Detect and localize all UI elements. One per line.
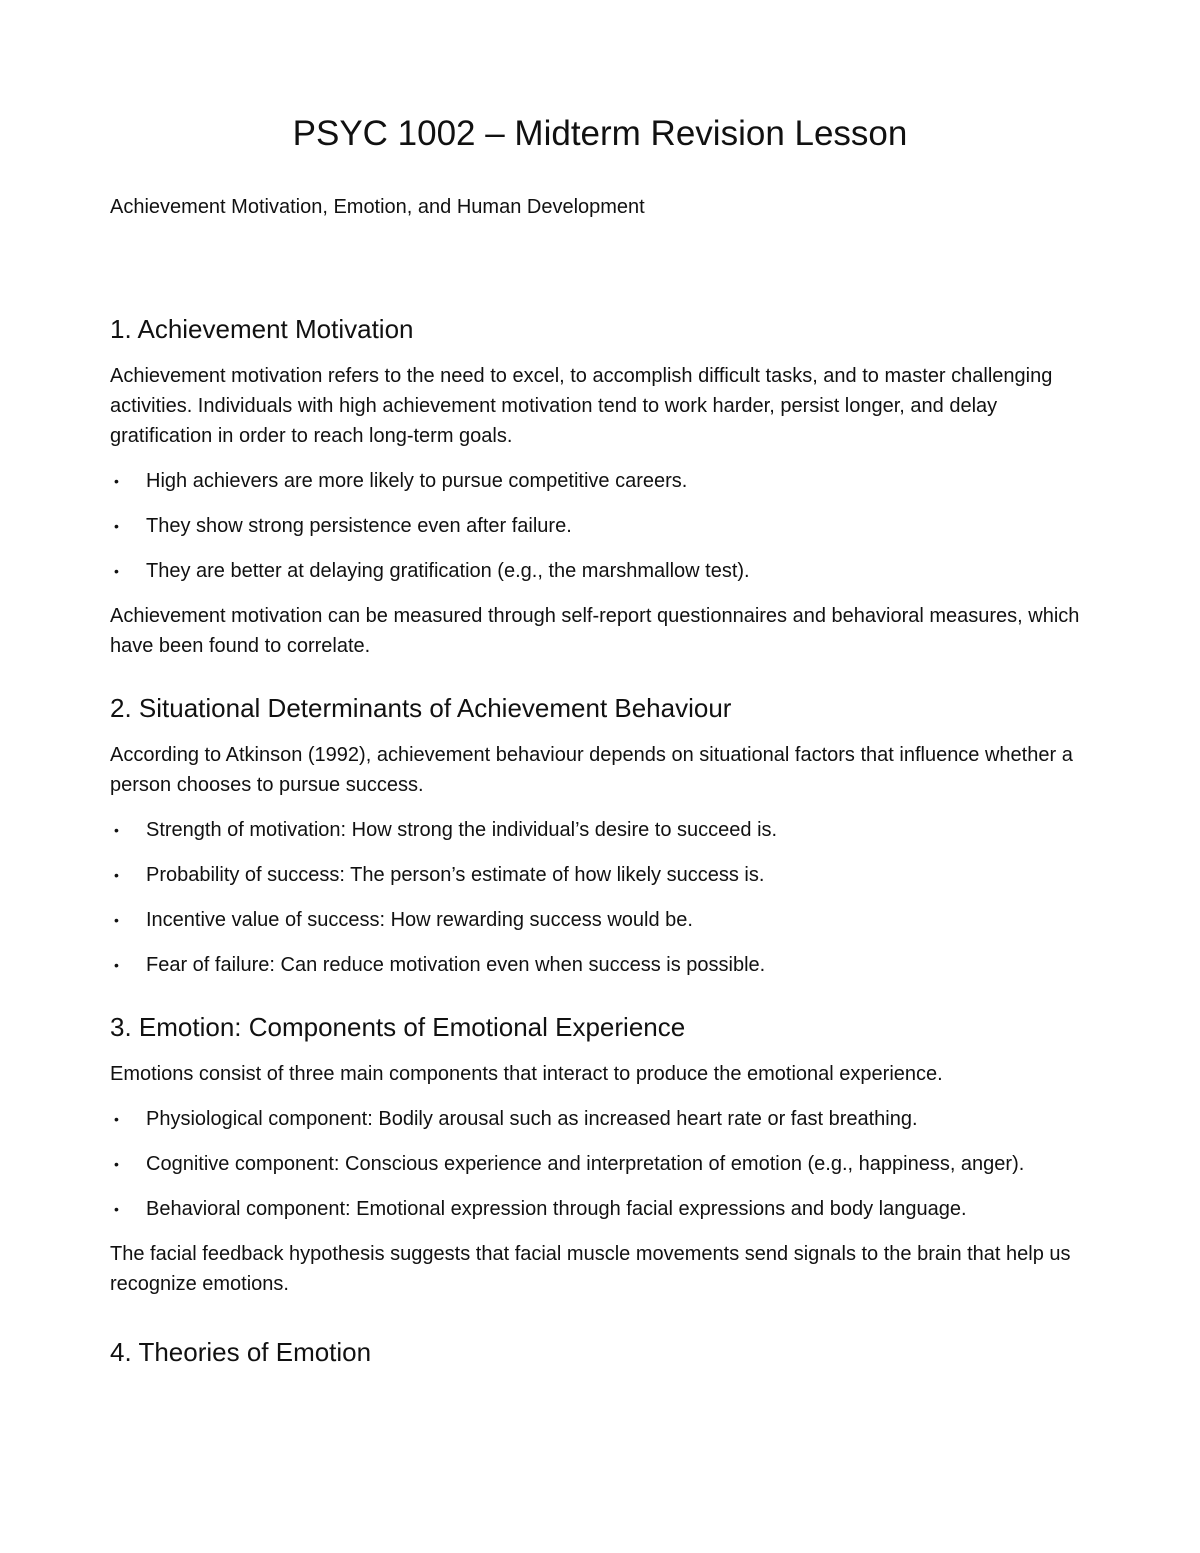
bullet-icon: •: [114, 867, 119, 883]
list-item: [110, 1194, 1100, 1224]
section-intro-paragraph: Emotions consist of three main components that interact to produce the emotional experience.: [110, 1063, 943, 1085]
section-intro-paragraph: Achievement motivation refers to the need to excel, to accomplish difficult tasks, and to master challenging activities. Individuals with high achievement motivation tend to work harder, persist longer, and delay gratification in order to reach long-term goals.: [110, 365, 1053, 447]
list-item: [110, 1149, 1100, 1179]
list-item: [110, 860, 1100, 890]
list-item: [110, 511, 1100, 541]
list-item-text: Physiological component: Bodily arousal such as increased heart rate or fast breathing.: [146, 1108, 918, 1130]
section-situational-determinants: [110, 689, 1100, 980]
list-item: [110, 1104, 1100, 1134]
list-item: [110, 815, 1100, 845]
list-item-text: Fear of failure: Can reduce motivation even when success is possible.: [146, 954, 766, 976]
list-item-text: High achievers are more likely to pursue competitive careers.: [146, 470, 688, 492]
section-heading: 2. Situational Determinants of Achievement Behaviour: [110, 693, 732, 723]
bullet-list: [110, 815, 1100, 980]
bullet-icon: •: [114, 822, 119, 838]
list-item-text: Incentive value of success: How rewarding success would be.: [146, 909, 693, 931]
list-item: [110, 905, 1100, 935]
document-body: [110, 310, 1100, 1384]
list-item-text: Strength of motivation: How strong the individual’s desire to succeed is.: [146, 819, 778, 841]
bullet-icon: •: [114, 912, 119, 928]
section-theories-of-emotion: [110, 1333, 1100, 1371]
section-achievement-motivation: [110, 310, 1100, 661]
section-outro-paragraph: The facial feedback hypothesis suggests that facial muscle movements send signals to the brain that help us recognize emotions.: [110, 1243, 1071, 1295]
document-subtitle: Achievement Motivation, Emotion, and Human Development: [110, 196, 645, 218]
bullet-icon: •: [114, 1156, 119, 1172]
list-item-text: They show strong persistence even after failure.: [146, 515, 572, 537]
bullet-list: [110, 466, 1100, 586]
list-item: [110, 466, 1100, 496]
bullet-icon: •: [114, 518, 119, 534]
list-item-text: Probability of success: The person’s estimate of how likely success is.: [146, 864, 765, 886]
bullet-icon: •: [114, 957, 119, 973]
bullet-icon: •: [114, 563, 119, 579]
document-title: PSYC 1002 – Midterm Revision Lesson: [292, 114, 908, 153]
section-heading: 3. Emotion: Components of Emotional Experience: [110, 1012, 686, 1042]
bullet-list: [110, 1104, 1100, 1224]
section-heading: 1. Achievement Motivation: [110, 314, 414, 344]
list-item: [110, 556, 1100, 586]
section-emotion-components: [110, 1008, 1100, 1299]
bullet-icon: •: [114, 1111, 119, 1127]
section-heading: 4. Theories of Emotion: [110, 1337, 372, 1367]
list-item-text: Behavioral component: Emotional expression through facial expressions and body language.: [146, 1198, 967, 1220]
section-outro-paragraph: Achievement motivation can be measured through self-report questionnaires and behavioral measures, which have been found to correlate.: [110, 605, 1080, 657]
section-intro-paragraph: According to Atkinson (1992), achievement behaviour depends on situational factors that influence whether a person chooses to pursue success.: [110, 744, 1073, 796]
list-item-text: They are better at delaying gratification (e.g., the marshmallow test).: [146, 560, 750, 582]
list-item: [110, 950, 1100, 980]
bullet-icon: •: [114, 1201, 119, 1217]
list-item-text: Cognitive component: Conscious experience and interpretation of emotion (e.g., happiness, anger).: [146, 1153, 1025, 1175]
bullet-icon: •: [114, 473, 119, 489]
